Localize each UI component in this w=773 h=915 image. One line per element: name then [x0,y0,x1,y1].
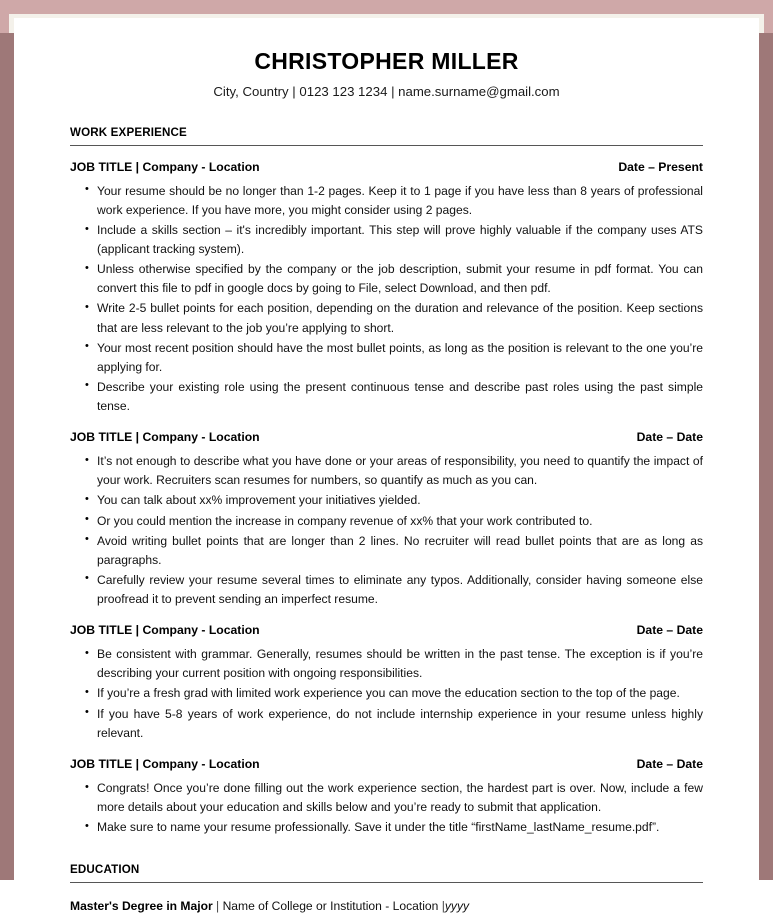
section-divider [70,882,703,883]
education-degree: Master's Degree in Major [70,899,213,914]
viewer-right-edge [759,33,773,880]
entry-date: Date – Date [636,430,703,445]
experience-entry [70,160,703,416]
education-year: yyyy [444,899,470,914]
experience-entry [70,623,703,743]
resume-page [14,18,759,914]
bullet-list [70,779,703,837]
education-separator: | [441,899,445,914]
list-item: • Your most recent position should have the most bullet points, as long as the position is relevant to the one you’re applying for. [70,339,703,377]
experience-entry [70,757,703,838]
entry-header [70,430,703,445]
list-item: • If you’re a fresh grad with limited work experience you can move the education section to the top of the page. [70,684,703,703]
list-item: • Carefully review your resume several times to eliminate any typos. Additionally, consider having someone else proofread it to prevent sending an imperfect resume. [70,571,703,609]
entry-date: Date – Date [636,756,703,771]
experience-entry [70,430,703,609]
section-work-experience [70,126,703,838]
entry-header [70,160,703,175]
list-item: • Or you could mention the increase in company revenue of xx% that your work contributed to. [70,512,703,531]
entry-date: Date – Date [636,623,703,638]
list-item: • Unless otherwise specified by the company or the job description, submit your resume in pdf format. You can convert this file to pdf in google docs by going to File, select Download, and then pdf. [70,260,703,298]
page-title: CHRISTOPHER MILLER [254,48,519,74]
bullet-list [70,452,703,609]
education-institution: Name of College or Institution - Location [222,899,442,914]
section-heading: EDUCATION [70,863,140,877]
education-separator: | [212,899,223,914]
list-item: • If you have 5-8 years of work experience, do not include internship experience in your resume unless highly relevant. [70,705,703,743]
bullet-list [70,182,703,416]
entry-header [70,623,703,638]
list-item: • Your resume should be no longer than 1-2 pages. Keep it to 1 page if you have less than 8 years of professional work experience. If you have more, you might consider using 2 pages. [70,182,703,220]
entry-title: JOB TITLE | Company - Location [70,430,260,445]
section-heading: WORK EXPERIENCE [70,125,187,139]
list-item: • Write 2-5 bullet points for each position, depending on the duration and relevance of the position. Keep sections that are less relevant to the job you’re applying to short. [70,299,703,337]
entry-title: JOB TITLE | Company - Location [70,623,260,638]
list-item: • You can talk about xx% improvement your initiatives yielded. [70,491,703,510]
list-item: • It’s not enough to describe what you have done or your areas of responsibility, you need to quantify the impact of your work. Recruiters scan resumes for numbers, so quantify as much as you can. [70,452,703,490]
list-item: • Be consistent with grammar. Generally, resumes should be written in the past tense. The exception is if you’re describing your current position with ongoing responsibilities. [70,645,703,683]
section-divider [70,145,703,146]
section-education [70,863,703,915]
entry-date: Date – Present [618,159,703,174]
contact-line: City, Country | 0123 123 1234 | name.surname@gmail.com [213,83,560,99]
list-item: • Make sure to name your resume professionally. Save it under the title “firstName_lastName_resume.pdf”. [70,818,703,837]
list-item: • Describe your existing role using the present continuous tense and describe past roles using the past simple tense. [70,378,703,416]
entry-title: JOB TITLE | Company - Location [70,756,260,771]
bullet-list [70,645,703,742]
education-entry [70,897,703,915]
entry-header [70,757,703,772]
list-item: • Include a skills section – it's incredibly important. This step will prove highly valuable if the company uses ATS (applicant tracking system). [70,221,703,259]
list-item: • Congrats! Once you’re done filling out the work experience section, the hardest part is over. Now, include a few more details about your education and skills below and you’re ready to submit that application. [70,779,703,817]
viewer-left-edge [0,33,14,880]
entry-title: JOB TITLE | Company - Location [70,159,260,174]
list-item: • Avoid writing bullet points that are longer than 2 lines. No recruiter will read bullet points that are as long as paragraphs. [70,532,703,570]
